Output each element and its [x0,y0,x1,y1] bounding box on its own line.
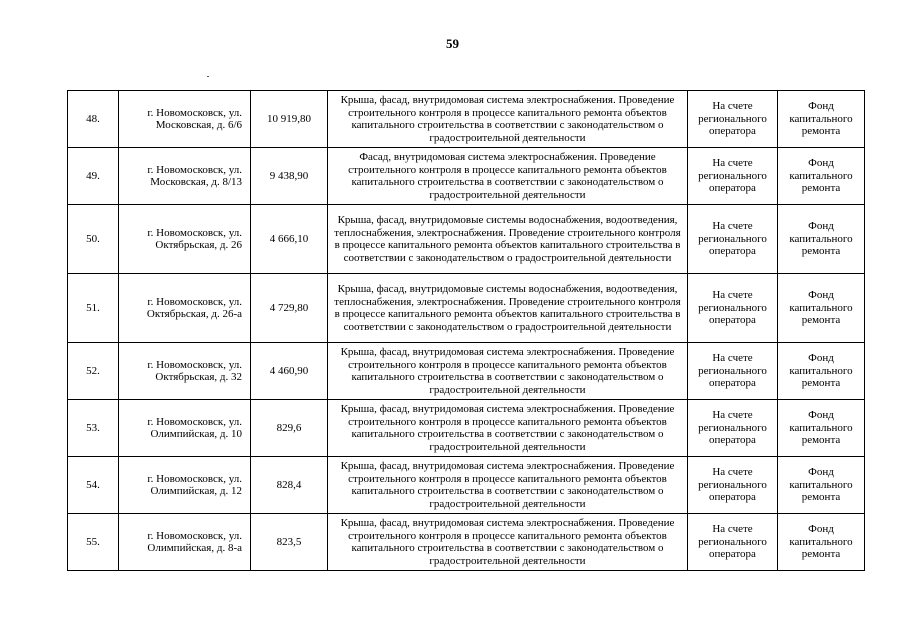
table-row [68,514,865,571]
funding-cell: Фонд капитального ремонта [778,343,865,400]
area-cell: 10 919,80 [251,91,328,148]
funding-cell: Фонд капитального ремонта [778,400,865,457]
row-number: 52. [68,343,119,400]
account-cell: На счете регионального оператора [688,457,778,514]
account-cell: На счете регионального оператора [688,148,778,205]
address-cell: г. Новомосковск, ул. Олимпийская, д. 8-а [119,514,251,571]
table-row [68,205,865,274]
account-cell: На счете регионального оператора [688,205,778,274]
row-number: 53. [68,400,119,457]
works-cell: Крыша, фасад, внутридомовая система электроснабжения. Проведение строительного контроля в процессе капитального ремонта объектов капитального строительства в соответствии с законодательством о градостроительной деятельности [328,514,688,571]
table-row [68,274,865,343]
funding-cell: Фонд капитального ремонта [778,148,865,205]
funding-cell: Фонд капитального ремонта [778,274,865,343]
address-cell: г. Новомосковск, ул. Московская, д. 6/6 [119,91,251,148]
scan-mark [207,76,209,77]
table-row [68,91,865,148]
address-cell: г. Новомосковск, ул. Октябрьская, д. 26-а [119,274,251,343]
area-cell: 4 666,10 [251,205,328,274]
account-cell: На счете регионального оператора [688,343,778,400]
row-number: 50. [68,205,119,274]
address-cell: г. Новомосковск, ул. Олимпийская, д. 12 [119,457,251,514]
table-row [68,148,865,205]
account-cell: На счете регионального оператора [688,400,778,457]
area-cell: 9 438,90 [251,148,328,205]
repair-table [67,90,865,571]
works-cell: Крыша, фасад, внутридомовая система электроснабжения. Проведение строительного контроля в процессе капитального ремонта объектов капитального строительства в соответствии с законодательством о градостроительной деятельности [328,343,688,400]
works-cell: Фасад, внутридомовая система электроснабжения. Проведение строительного контроля в процессе капитального ремонта объектов капитального строительства в соответствии с законодательством о градостроительной деятельности [328,148,688,205]
table-row [68,457,865,514]
works-cell: Крыша, фасад, внутридомовая система электроснабжения. Проведение строительного контроля в процессе капитального ремонта объектов капитального строительства в соответствии с законодательством о градостроительной деятельности [328,91,688,148]
funding-cell: Фонд капитального ремонта [778,205,865,274]
works-cell: Крыша, фасад, внутридомовые системы водоснабжения, водоотведения, теплоснабжения, электроснабжения. Проведение строительного контроля в процессе капитального ремонта объектов капитального строительства в соответствии с законодательством о градостроительной деятельности [328,274,688,343]
works-cell: Крыша, фасад, внутридомовые системы водоснабжения, водоотведения, теплоснабжения, электроснабжения. Проведение строительного контроля в процессе капитального ремонта объектов капитального строительства в соответствии с законодательством о градостроительной деятельности [328,205,688,274]
area-cell: 4 729,80 [251,274,328,343]
table-row [68,400,865,457]
address-cell: г. Новомосковск, ул. Московская, д. 8/13 [119,148,251,205]
area-cell: 823,5 [251,514,328,571]
account-cell: На счете регионального оператора [688,91,778,148]
row-number: 48. [68,91,119,148]
address-cell: г. Новомосковск, ул. Олимпийская, д. 10 [119,400,251,457]
area-cell: 829,6 [251,400,328,457]
row-number: 55. [68,514,119,571]
area-cell: 4 460,90 [251,343,328,400]
works-cell: Крыша, фасад, внутридомовая система электроснабжения. Проведение строительного контроля в процессе капитального ремонта объектов капитального строительства в соответствии с законодательством о градостроительной деятельности [328,457,688,514]
account-cell: На счете регионального оператора [688,514,778,571]
funding-cell: Фонд капитального ремонта [778,457,865,514]
area-cell: 828,4 [251,457,328,514]
address-cell: г. Новомосковск, ул. Октябрьская, д. 26 [119,205,251,274]
page-number: 59 [446,36,459,51]
account-cell: На счете регионального оператора [688,274,778,343]
address-cell: г. Новомосковск, ул. Октябрьская, д. 32 [119,343,251,400]
funding-cell: Фонд капитального ремонта [778,91,865,148]
works-cell: Крыша, фасад, внутридомовая система электроснабжения. Проведение строительного контроля в процессе капитального ремонта объектов капитального строительства в соответствии с законодательством о градостроительной деятельности [328,400,688,457]
row-number: 49. [68,148,119,205]
funding-cell: Фонд капитального ремонта [778,514,865,571]
row-number: 54. [68,457,119,514]
table-row [68,343,865,400]
row-number: 51. [68,274,119,343]
